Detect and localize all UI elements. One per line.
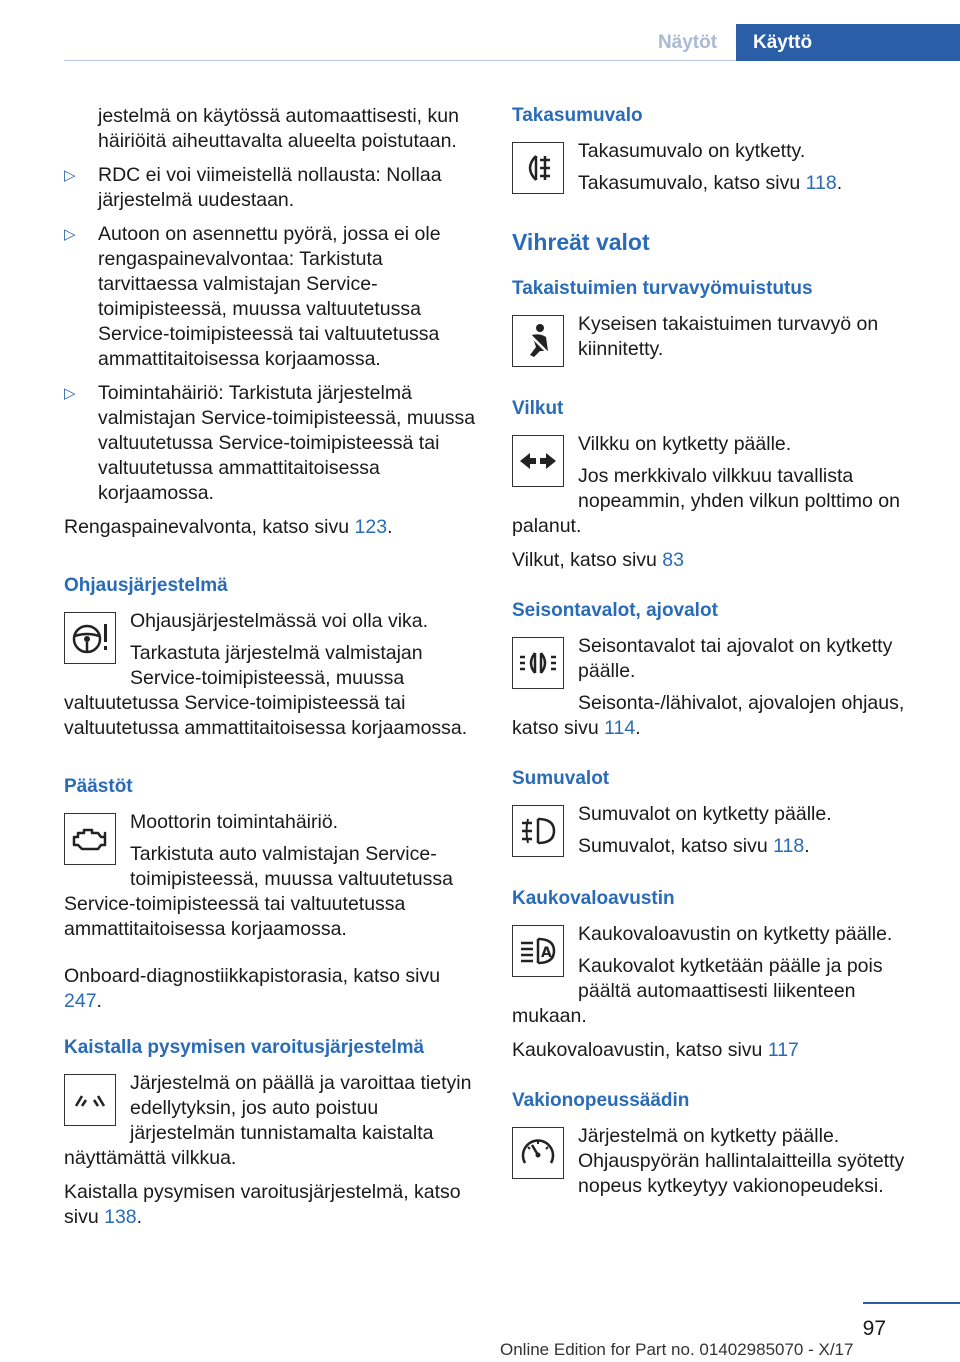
parking-line1: Seisontavalot tai ajovalot on kytketty päälle. <box>578 635 893 682</box>
rear-fog-light-icon <box>512 142 564 194</box>
ref-end: . <box>804 835 810 857</box>
ref-text: Sumuvalot, katso sivu <box>578 835 774 857</box>
section-heading-seatbelt: Takaistuimien turvavyömuistutus <box>512 278 813 299</box>
section-heading-steering: Ohjausjärjestelmä <box>64 575 228 596</box>
fog-line1: Sumuvalot on kytketty päälle. <box>578 803 832 825</box>
ref-end: . <box>635 717 641 739</box>
entry-highbeam <box>512 922 928 1029</box>
page-link-247[interactable]: 247 <box>64 990 97 1012</box>
section-heading-rear-fog: Takasumuvalo <box>512 105 643 126</box>
highbeam-reference <box>512 1038 928 1063</box>
tab-naytot[interactable]: Näytöt <box>657 32 718 53</box>
ref-text: Kaukovaloavustin, katso sivu <box>512 1039 768 1061</box>
section-heading-green-lights: Vihreät valot <box>512 229 650 255</box>
ref-text: Onboard-diagnostiikkapistorasia, katso sivu <box>64 965 441 987</box>
page-link-118[interactable]: 118 <box>773 835 805 857</box>
bullet-item <box>64 381 480 506</box>
edition-footer: Online Edition for Part no. 01402985070 - X/17 <box>500 1340 854 1359</box>
turn-line2: Jos merkkivalo vilkkuu tavallista nopeammin, yhden vilkun polttimo on palanut. <box>512 465 900 537</box>
entry-lane <box>64 1071 480 1171</box>
page-link-118[interactable]: 118 <box>805 172 837 194</box>
entry-parking <box>512 634 928 741</box>
rear-fog-line1: Takasumuvalo on kytketty. <box>578 140 806 162</box>
ref-text: Takasumuvalo, katso sivu <box>578 172 806 194</box>
turn-line1: Vilkku on kytketty päälle. <box>578 433 792 455</box>
seatbelt-icon <box>512 315 564 367</box>
bullet-text: Toimintahäiriö: Tarkistuta järjestelmä valmistajan Service-toimipisteessä, muussa valtuutetussa Service-toimipisteessä tai valtuutetussa ammattitaitoisessa korjaamossa. <box>98 382 476 504</box>
steering-warning-icon <box>64 612 116 664</box>
entry-emissions <box>64 810 480 942</box>
turn-reference <box>512 548 928 573</box>
section-heading-highbeam: Kaukovaloavustin <box>512 888 675 909</box>
lane-line1: Järjestelmä on päällä ja varoittaa tietyin edellytyksin, jos auto poistuu järjestelmän tunnistamalta kaistalta näyttämättä vilkkua. <box>64 1072 472 1169</box>
entry-cruise <box>512 1124 928 1199</box>
rdc-reference <box>64 515 480 540</box>
bullet-text: Autoon on asennettu pyörä, jossa ei ole rengaspainevalvontaa: Tarkistuta tarvittaessa valmistajan Service-toimipisteessä, muussa valtuutetussa Service-toimipisteessä tai valtuutetussa ammattitaitoisessa korjaamossa. <box>98 223 441 370</box>
ref-text: Rengaspainevalvonta, katso sivu <box>64 516 355 538</box>
page-link-117[interactable]: 117 <box>767 1039 799 1061</box>
triangle-bullet-icon: ▷ <box>64 226 76 243</box>
left-column <box>64 104 480 1230</box>
ref-end: . <box>136 1206 143 1228</box>
emissions-line2: Tarkistuta auto valmistajan Service-toimipisteessä, muussa valtuutetussa Service-toimipisteessä tai valtuutetussa ammattitaitoisessa korjaamossa. <box>64 843 453 940</box>
right-column <box>512 104 928 1199</box>
section-heading-cruise: Vakionopeussäädin <box>512 1090 690 1111</box>
ref-text: Seisonta-/lähivalot, ajovalojen ohjaus, katso sivu <box>512 692 905 739</box>
seatbelt-line1: Kyseisen takaistuimen turvavyö on kiinnitetty. <box>578 313 879 360</box>
intro-continuation: jestelmä on käytössä automaattisesti, kun häiriöitä aiheuttavalta alueelta poistutaan. <box>98 105 459 152</box>
triangle-bullet-icon: ▷ <box>64 385 76 402</box>
ref-end: . <box>96 990 102 1012</box>
steering-line2: Tarkastuta järjestelmä valmistajan Service-toimipisteessä, muussa valtuutetussa Service-toimipisteessä tai valtuutetussa ammattitaitoisessa korjaamossa. <box>64 642 468 739</box>
highbeam-line2: Kaukovalot kytketään päälle ja pois päältä automaattisesti liikenteen mukaan. <box>512 955 883 1027</box>
ref-end: . <box>387 516 393 538</box>
steering-line1: Ohjausjärjestelmässä voi olla vika. <box>130 610 429 632</box>
ref-text: Kaistalla pysymisen varoitusjärjestelmä, katso sivu <box>64 1181 461 1228</box>
fog-light-icon <box>512 805 564 857</box>
obd-reference <box>64 964 480 1014</box>
bullet-item <box>64 163 480 213</box>
section-heading-lane: Kaistalla pysymisen varoitusjärjestelmä <box>64 1037 425 1058</box>
footer-rule <box>863 1302 960 1304</box>
parking-light-icon <box>512 637 564 689</box>
entry-fog <box>512 802 928 861</box>
entry-turn <box>512 432 928 539</box>
page-link-114[interactable]: 114 <box>604 717 636 739</box>
page-number: 97 <box>862 1317 886 1340</box>
entry-rear-fog <box>512 139 928 198</box>
section-heading-turn: Vilkut <box>512 398 564 419</box>
cruise-control-icon <box>512 1127 564 1179</box>
bullet-item <box>64 222 480 372</box>
bullet-text: RDC ei voi viimeistellä nollausta: Nollaa järjestelmä uudestaan. <box>98 164 442 211</box>
lane-departure-icon <box>64 1074 116 1126</box>
ref-end: . <box>836 172 843 194</box>
section-heading-emissions: Päästöt <box>64 776 133 797</box>
highbeam-line1: Kaukovaloavustin on kytketty päälle. <box>578 923 893 945</box>
triangle-bullet-icon: ▷ <box>64 167 76 184</box>
page-link-123[interactable]: 123 <box>354 516 388 538</box>
section-heading-parking: Seisontavalot, ajovalot <box>512 600 718 621</box>
cruise-line1: Järjestelmä on kytketty päälle. Ohjauspyörän hallintalaitteilla syötetty nopeus kytkeytyy vakionopeudeksi. <box>578 1125 905 1197</box>
fog-line2 <box>512 834 928 859</box>
entry-steering <box>64 609 480 741</box>
emissions-line1: Moottorin toimintahäiriö. <box>130 811 339 833</box>
svg-text:A: A <box>541 945 552 961</box>
page-link-138[interactable]: 138 <box>104 1206 137 1228</box>
section-heading-fog: Sumuvalot <box>512 768 610 789</box>
turn-signal-icon <box>512 435 564 487</box>
page-link-83[interactable]: 83 <box>662 549 684 571</box>
tab-kaytto[interactable]: Käyttö <box>736 24 960 61</box>
ref-text: Vilkut, katso sivu <box>512 549 663 571</box>
parking-line2 <box>512 691 928 741</box>
rear-fog-line2 <box>512 171 928 196</box>
entry-seatbelt <box>512 312 928 371</box>
high-beam-assistant-icon <box>512 925 564 977</box>
engine-icon <box>64 813 116 865</box>
lane-reference <box>64 1180 480 1230</box>
